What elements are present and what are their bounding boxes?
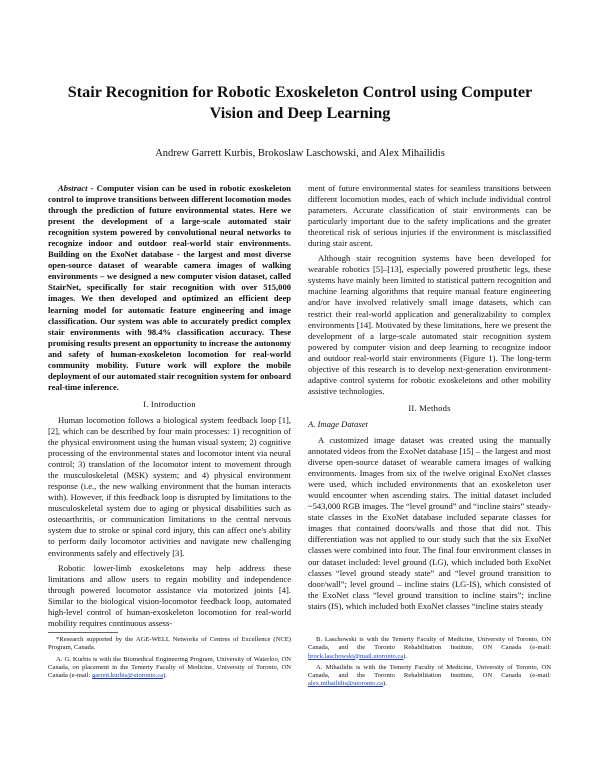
intro-paragraph: Human locomotion follows a biological system feedback loop [1], [2], which can be described by four main processes: 1) recognition of the physical environment using the human visual system; 2) cognitive processing of the environmental states and locomotor intent via neural control; 3) translation of the locomotor intent to movement through the musculoskeletal (MSK) system; and 4) physical environment response (i.e., the new walking environment that the human interacts with). However, if this feedback loop is disrupted by limitations to the musculoskeletal system due to aging or physical disabilities such as osteoarthritis, or communication limitations to the central nervous system due to stroke or spinal cord injury, this can affect one's ability to perform daily locomotor activities and navigate new challenging environments safely and effectively [3]. xyxy=(48,414,291,558)
subsection-heading-image-dataset: A. Image Dataset xyxy=(308,418,368,429)
intro-paragraph: Robotic lower-limb exoskeletons may help address these limitations and allow users to regain mobility and independence through powered locomotor assistance via motorized joints [4]. Similar to the biological vision-locomotor feedback loop, automated high-level control of human-exoskeleton locomotion for real-world mobility requires continuous assess- xyxy=(48,562,291,628)
author-email-link[interactable]: brock.laschowski@mail.utoronto.ca xyxy=(308,652,404,660)
abstract-text: - Computer vision can be used in robotic exoskeleton control to improve transitions between different locomotion modes through the prediction of future environmental states. Here we present the development of a large-scale automated stair recognition system powered by convolutional neural networks to recognize indoor and outdoor real-world stair environments. Building on the ExoNet database - the largest and most diverse open-source dataset of wearable camera images of walking environments – we designed a new computer vision dataset, called StairNet, specifically for stair recognition with over 515,000 images. We then developed and optimized an efficient deep learning model for automatic feature engineering and image classification. Our system was able to accurately predict complex stair environments with 98.4% classification accuracy. These promising results present an opportunity to increase the autonomy and safety of human-exoskeleton locomotion for real-world community mobility. Future work will explore the mobile deployment of our automated stair recognition system for onboard real-time inference. xyxy=(48,183,291,392)
footnote-affiliation xyxy=(308,664,551,689)
footnotes-left xyxy=(48,636,291,683)
body-paragraph: A customized image dataset was created using the manually annotated videos from the ExoNet database [15] – the largest and most diverse open-source dataset of wearable camera images of walking environments. Images from six of the twelve original ExoNet classes were used, which included environments that an exoskeleton user would encounter when ascending stairs. The initial dataset included ~543,000 RGB images. The “level ground” and “incline stairs” steady-state classes in the ExoNet database included separate classes for images that contained doors/walls and those that did not. This differentiation was not applied to our study such that the six ExoNet classes were combined into four. The final four environment classes in our dataset included: level ground (LG), which included both ExoNet classes “level ground steady state” and “level ground transition to door/wall”; level ground – incline stairs (LG-IS), which consisted of the ExoNet class “level ground transition to incline stairs”; incline stairs (IS), which included both ExoNet classes “incline stairs steady xyxy=(308,434,552,611)
body-paragraph: Although stair recognition systems have been developed for wearable robotics [5]–[13], especially powered prosthetic legs, these systems have mainly been limited to statistical pattern recognition and machine learning algorithms that require manual feature engineering and/or have involved relatively small image datasets, which can restrict their real-world application and generalizability to complex environments [14]. Motivated by these limitations, here we present the development of a large-scale automated stair recognition system powered by computer vision and deep learning to recognize indoor and outdoor real-world stair environments (Figure 1). The long-term objective of this research is to develop next-generation environment-adaptive control systems for robotic exoskeletons and other mobility assistive technologies. xyxy=(308,253,551,396)
body-paragraph: ment of future environmental states for seamless transitions between different locomotion modes, each of which include individual control parameters. Accurate classification of stair environments can be particularly important due to the safety implications and the greater theoretical risk of serious injuries if the environment is misclassified during stair ascent. xyxy=(308,183,551,249)
footnote-text: A. Mihailidis is with the Temerty Faculty of Medicine, University of Toronto, ON Canada, and the Toronto Rehabilitation Institute, ON Canada (e-mail: xyxy=(308,663,551,680)
footnote-text: B. Laschowski is with the Temerty Faculty of Medicine, University of Toronto, ON Canada, and the Toronto Rehabilitation Institute, ON Canada (e-mail: xyxy=(308,636,551,652)
footnote-affiliation xyxy=(308,636,551,661)
right-column xyxy=(308,183,551,612)
footnote-text: ). xyxy=(403,652,408,660)
footnotes-right xyxy=(308,636,551,692)
abstract-label: Abstract xyxy=(58,183,88,193)
author-list: Andrew Garrett Kurbis, Brokoslaw Laschowski, and Alex Mihailidis xyxy=(155,148,445,159)
section-heading-introduction: I. Introduction xyxy=(143,398,196,409)
footnote-divider xyxy=(48,632,118,633)
author-email-link[interactable]: alex.mihailidis@utoronto.ca xyxy=(308,680,383,688)
footnote-funding: *Research supported by the AGE-WELL Networks of Centres of Excellence (NCE) Program, Canada. xyxy=(48,636,291,652)
author-email-link[interactable]: garrett.kurbis@utoronto.ca xyxy=(91,672,164,680)
left-column xyxy=(48,183,291,629)
paper-title: Stair Recognition for Robotic Exoskeleton Control using Computer Vision and Deep Learning xyxy=(67,83,533,122)
footnote-text: A. G. Kurbis is with the Biomedical Engineering Program, University of Waterloo, ON Canada, on placement in the Temerty Faculty of Medicine, University of Toronto, ON Canada (e-mail: xyxy=(48,655,291,680)
abstract xyxy=(48,183,291,393)
section-heading-methods: II. Methods xyxy=(408,402,451,413)
footnote-text: ). xyxy=(382,680,387,688)
footnote-text: ). xyxy=(163,672,168,680)
footnote-affiliation xyxy=(48,656,291,681)
